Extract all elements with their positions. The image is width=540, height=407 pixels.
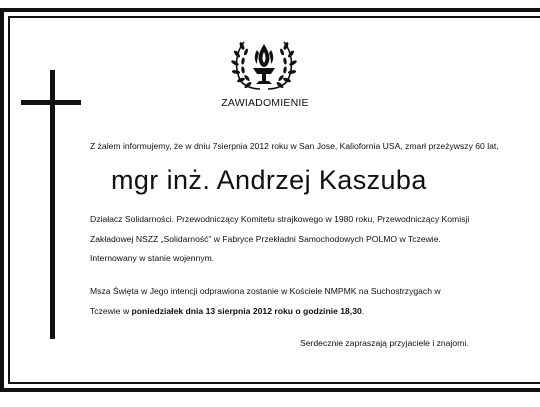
bio-line: Działacz Solidarności. Przewodniczący Komitetu strajkowego w 1980 roku, Przewodniczący Komisji [90, 214, 470, 224]
bio-line: Internowany w stanie wojennym. [90, 253, 215, 263]
mass-text: Tczewie w [90, 305, 132, 316]
closing-invitation: Serdecznie zapraszają przyjaciele i znajomi. [300, 338, 469, 348]
mass-line: Msza Święta w Jego intencji odprawiona zostanie w Kościele NMPMK na Suchostrzygach w [90, 286, 441, 296]
cross-arm [21, 100, 81, 105]
deceased-name: mgr inż. Andrzej Kaszuba [111, 165, 427, 195]
notice-heading: ZAWIADOMIENIE [221, 97, 309, 109]
mass-announcement [90, 282, 520, 321]
intro-text: Z żalem informujemy, że w dniu 7sierpnia 2012 roku w San Jose, Kaliofornia USA, zmarł przeżywszy 60 lat, [90, 141, 499, 151]
mass-line [90, 302, 520, 322]
biography [90, 210, 520, 269]
mass-text-end: . [361, 305, 365, 316]
flame-chalice-laurel-icon [226, 36, 302, 92]
cross-icon [50, 70, 55, 339]
bio-line: Zakładowej NSZZ „Solidarność” w Fabryce Przekładni Samochodowych POLMO w Tczewie. [90, 233, 441, 244]
mass-date-time: poniedziałek dnia 13 sierpnia 2012 roku o godzinie 18,30 [131, 305, 362, 316]
